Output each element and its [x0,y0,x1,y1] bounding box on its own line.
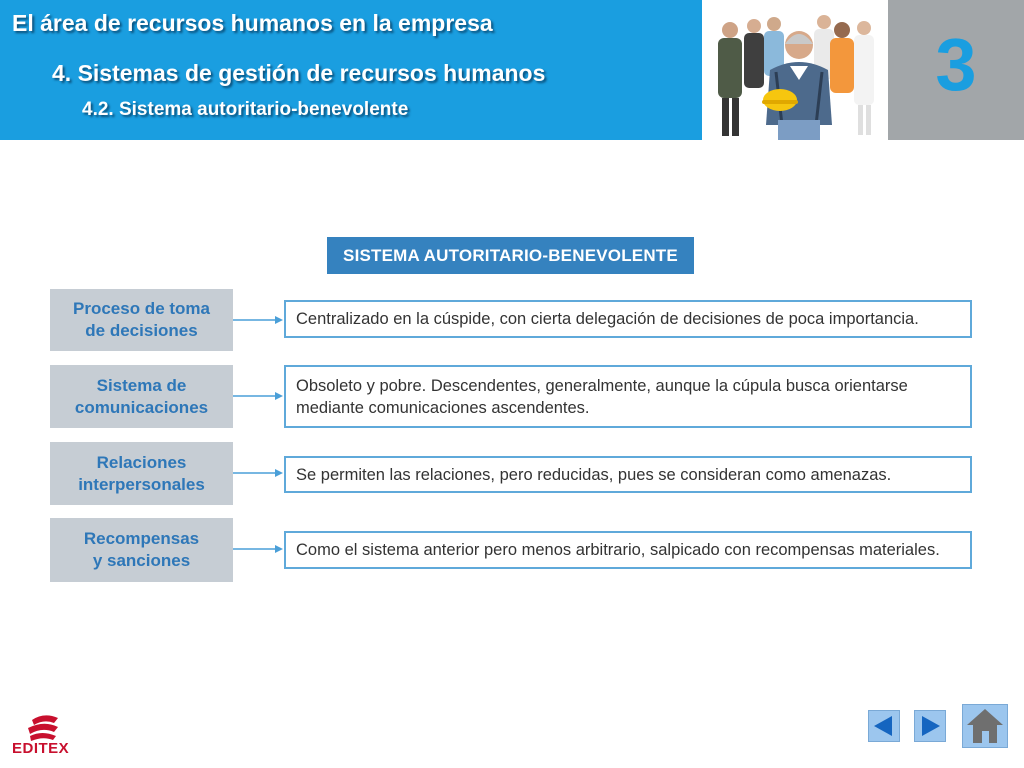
triangle-left-icon [869,711,899,741]
subsection-title: 4.2. Sistema autoritario-benevolente [82,99,409,120]
triangle-right-icon [915,711,945,741]
chapter-number: 3 [935,23,977,106]
workers-illustration [702,0,888,140]
previous-slide-button[interactable] [868,710,900,742]
arrow-right-icon [233,467,283,479]
workers-photo [702,0,888,140]
diagram-title: SISTEMA AUTORITARIO-BENEVOLENTE [327,237,694,274]
row-desc-decisiones: Centralizado en la cúspide, con cierta delegación de decisiones de poca importancia. [284,300,972,338]
arrow-right-icon [233,314,283,326]
editex-logo [10,712,80,760]
slide-title: El área de recursos humanos en la empresa [12,10,493,36]
next-slide-button[interactable] [914,710,946,742]
header-title-panel [0,0,702,140]
arrow-right-icon [233,543,283,555]
section-title: 4. Sistemas de gestión de recursos humanos [52,60,546,86]
chapter-badge [888,0,1024,140]
home-icon [963,705,1007,747]
arrow-right-icon [233,390,283,402]
editex-logo-text: EDITEX [12,740,70,757]
row-desc-recompensas: Como el sistema anterior pero menos arbitrario, salpicado con recompensas materiales. [284,531,972,569]
home-button[interactable] [962,704,1008,748]
row-label-comunicaciones: Sistema de comunicaciones [50,365,233,428]
row-desc-relaciones: Se permiten las relaciones, pero reducidas, pues se consideran como amenazas. [284,456,972,493]
slide-header [0,0,1024,140]
row-desc-comunicaciones: Obsoleto y pobre. Descendentes, generalmente, aunque la cúpula busca orientarse mediante comunicaciones ascendentes. [284,365,972,428]
row-label-decisiones: Proceso de toma de decisiones [50,289,233,351]
row-label-recompensas: Recompensas y sanciones [50,518,233,582]
row-label-relaciones: Relaciones interpersonales [50,442,233,505]
